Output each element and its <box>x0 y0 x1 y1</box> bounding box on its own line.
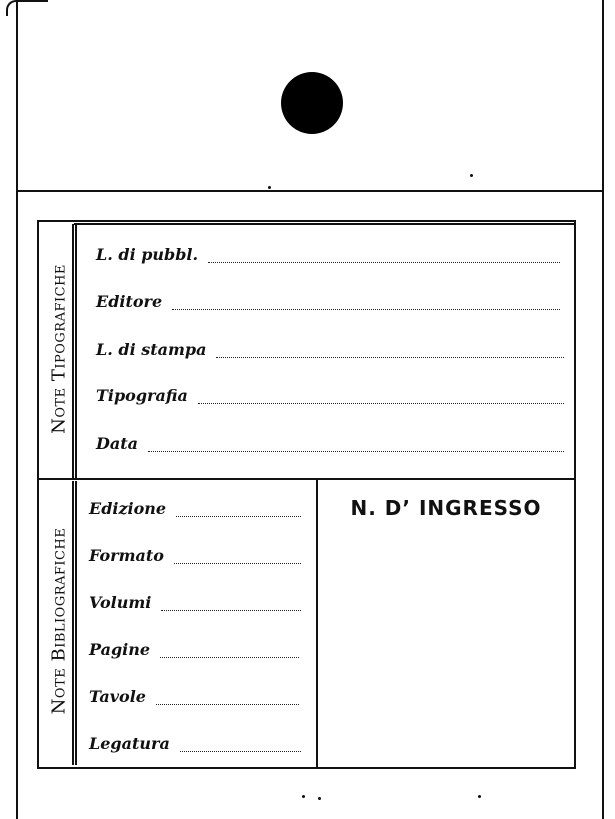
fill-in-line <box>198 402 564 404</box>
speck <box>302 795 305 798</box>
speck <box>470 174 473 177</box>
bibliografiche-band-rule <box>72 481 74 765</box>
tipografiche-band-rule <box>75 224 77 478</box>
fold-line <box>17 190 603 192</box>
fill-in-line <box>160 656 299 658</box>
field-label: Tipografia <box>96 386 188 405</box>
field-data <box>96 434 564 456</box>
section-divider <box>39 478 574 480</box>
fill-in-line <box>172 308 560 310</box>
field-volumi <box>89 593 301 615</box>
field-label: Pagine <box>89 640 151 659</box>
field-formato <box>89 546 301 568</box>
field-label: Formato <box>89 546 164 565</box>
field-label: Legatura <box>89 734 170 753</box>
field-legatura <box>89 734 301 756</box>
fill-in-line <box>156 703 299 705</box>
speck <box>318 797 321 800</box>
numero-ingresso-label: N. D’ INGRESSO <box>350 496 542 520</box>
field-label: Volumi <box>89 593 152 612</box>
field-luogo-pubblicazione <box>96 245 560 267</box>
field-label: Editore <box>96 292 163 311</box>
fill-in-line <box>176 515 301 517</box>
field-tavole <box>89 687 299 709</box>
fill-in-line <box>216 356 564 358</box>
fill-in-line <box>161 609 301 611</box>
fill-in-line <box>174 562 301 564</box>
fill-in-line <box>180 750 301 752</box>
field-label: Edizione <box>89 499 167 518</box>
speck <box>268 186 271 189</box>
card-corner <box>6 0 48 16</box>
card-right-edge <box>602 0 604 819</box>
field-edizione <box>89 499 301 521</box>
speck <box>478 795 481 798</box>
field-luogo-stampa <box>96 340 564 362</box>
field-label: Tavole <box>89 687 146 706</box>
field-tipografia <box>96 386 564 408</box>
field-label: L. di pubbl. <box>96 245 199 264</box>
field-pagine <box>89 640 299 662</box>
card-left-edge <box>16 0 18 819</box>
note-tipografiche-label: Note Tipografiche <box>48 264 70 434</box>
fill-in-line <box>208 261 560 263</box>
tipografiche-band-rule <box>72 224 74 478</box>
punch-hole <box>281 72 343 134</box>
field-label: L. di stampa <box>96 340 207 359</box>
field-editore <box>96 292 560 314</box>
bibliografiche-band-rule <box>75 481 77 765</box>
column-divider <box>316 480 318 767</box>
note-bibliografiche-label: Note Bibliografiche <box>48 527 70 715</box>
fill-in-line <box>148 450 564 452</box>
form-inner-top-rule <box>74 223 574 225</box>
field-label: Data <box>96 434 138 453</box>
